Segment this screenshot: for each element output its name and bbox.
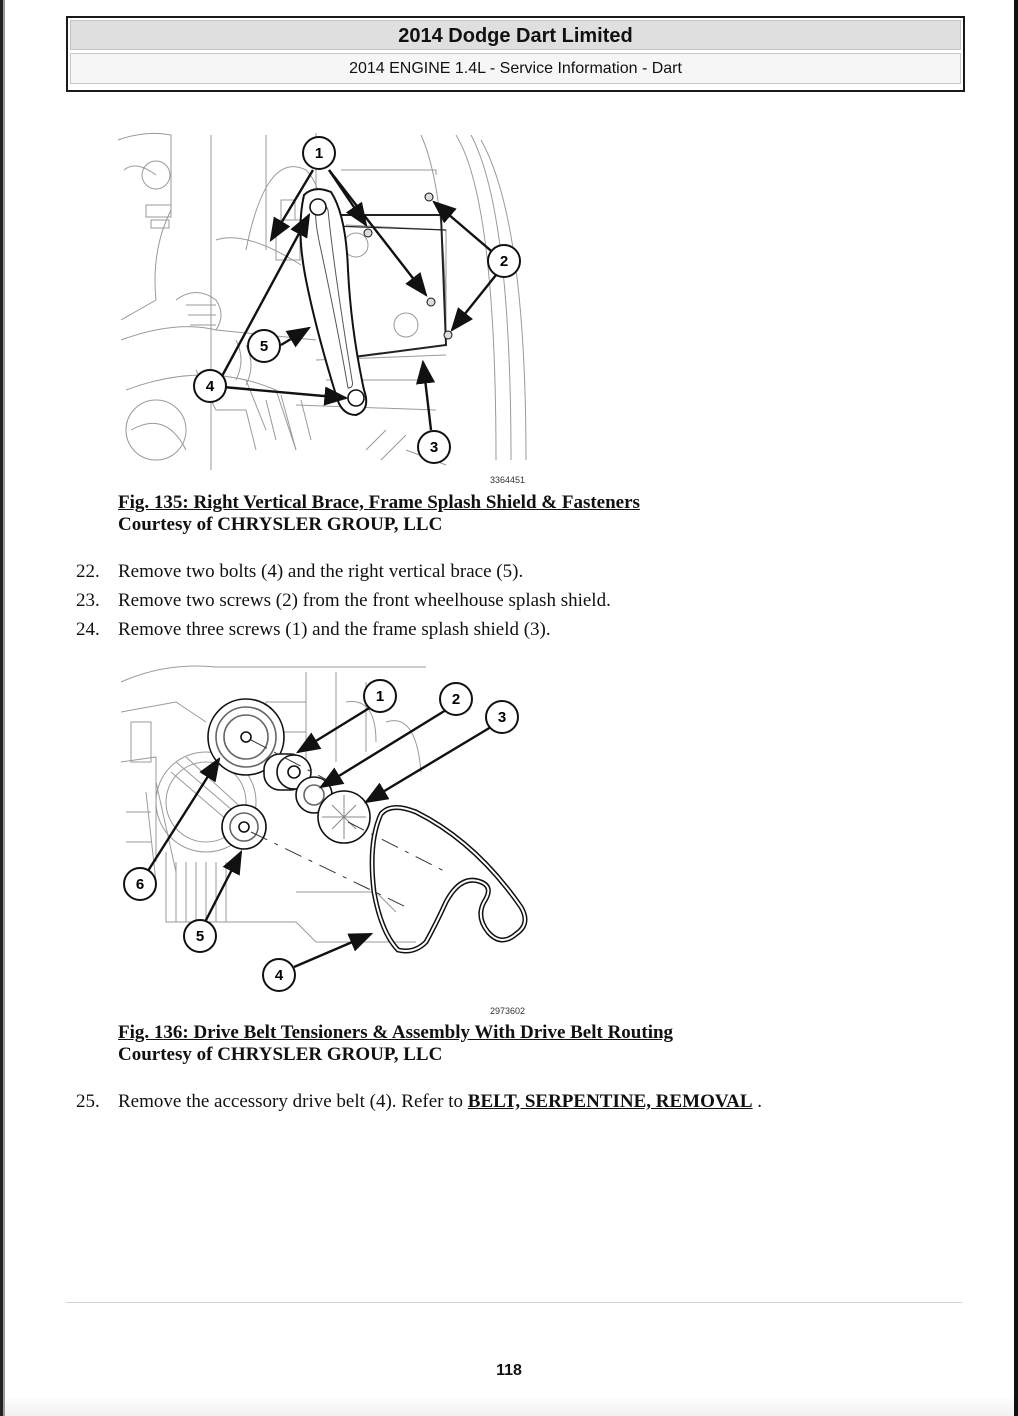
callout-5 [248, 330, 280, 362]
svg-text:2: 2 [451, 691, 461, 708]
svg-text:1: 1 [375, 688, 385, 705]
svg-text:3: 3 [497, 709, 507, 726]
step-23 [76, 589, 611, 613]
svg-text:6: 6 [135, 876, 145, 893]
step-text: Remove two screws (2) from the front wheelhouse splash shield. [118, 590, 611, 611]
vehicle-title: 2014 Dodge Dart Limited [70, 20, 961, 50]
callout-2 [488, 245, 520, 277]
step-25 [76, 1090, 762, 1114]
step-text: Remove the accessory drive belt (4). Refer to [118, 1091, 468, 1112]
drive-belt-diagram [116, 662, 536, 1002]
callout-1 [303, 137, 335, 169]
callout-3 [486, 701, 518, 733]
figure-courtesy: Courtesy of CHRYSLER GROUP, LLC [118, 514, 443, 535]
belt-serpentine-removal-link[interactable]: BELT, SERPENTINE, REMOVAL [467, 1091, 753, 1112]
section-subtitle: 2014 ENGINE 1.4L - Service Information - Dart [70, 53, 961, 84]
figure-135-caption [118, 492, 640, 536]
document-header [66, 16, 965, 92]
step-24 [76, 618, 551, 642]
svg-text:5: 5 [259, 338, 269, 355]
step-number: 25. [76, 1091, 100, 1112]
figure-135-illustration [116, 130, 536, 475]
figure-136-illustration [116, 662, 536, 1002]
figure-136-caption [118, 1022, 673, 1066]
callout-1 [364, 680, 396, 712]
callout-3 [418, 431, 450, 463]
figure-title: Fig. 136: Drive Belt Tensioners & Assembly With Drive Belt Routing [118, 1022, 674, 1043]
page-number: 118 [496, 1362, 522, 1379]
svg-text:3: 3 [429, 439, 439, 456]
svg-text:5: 5 [195, 928, 205, 945]
callout-5 [184, 920, 216, 952]
step-number: 23. [76, 590, 100, 611]
svg-text:2: 2 [499, 253, 509, 270]
footer-divider [66, 1302, 962, 1303]
step-number: 22. [76, 561, 100, 582]
illustration-id: 3364451 [490, 475, 526, 485]
svg-text:4: 4 [274, 967, 284, 984]
callout-2 [440, 683, 472, 715]
page-edge-shadow [3, 0, 5, 1416]
svg-text:4: 4 [205, 378, 215, 395]
callout-4 [263, 959, 295, 991]
page-bottom-shade [5, 1398, 1014, 1416]
step-number: 24. [76, 619, 100, 640]
step-22 [76, 560, 523, 584]
illustration-id: 2973602 [490, 1006, 526, 1016]
figure-title: Fig. 135: Right Vertical Brace, Frame Splash Shield & Fasteners [118, 492, 640, 513]
callout-6 [124, 868, 156, 900]
step-text: Remove two bolts (4) and the right vertical brace (5). [118, 561, 524, 582]
callout-4 [194, 370, 226, 402]
step-text: Remove three screws (1) and the frame splash shield (3). [118, 619, 551, 640]
brace-splash-shield-diagram [116, 130, 536, 475]
page-edge [1014, 0, 1018, 1416]
figure-courtesy: Courtesy of CHRYSLER GROUP, LLC [118, 1044, 443, 1065]
svg-text:1: 1 [314, 145, 324, 162]
step-suffix: . [752, 1091, 763, 1112]
